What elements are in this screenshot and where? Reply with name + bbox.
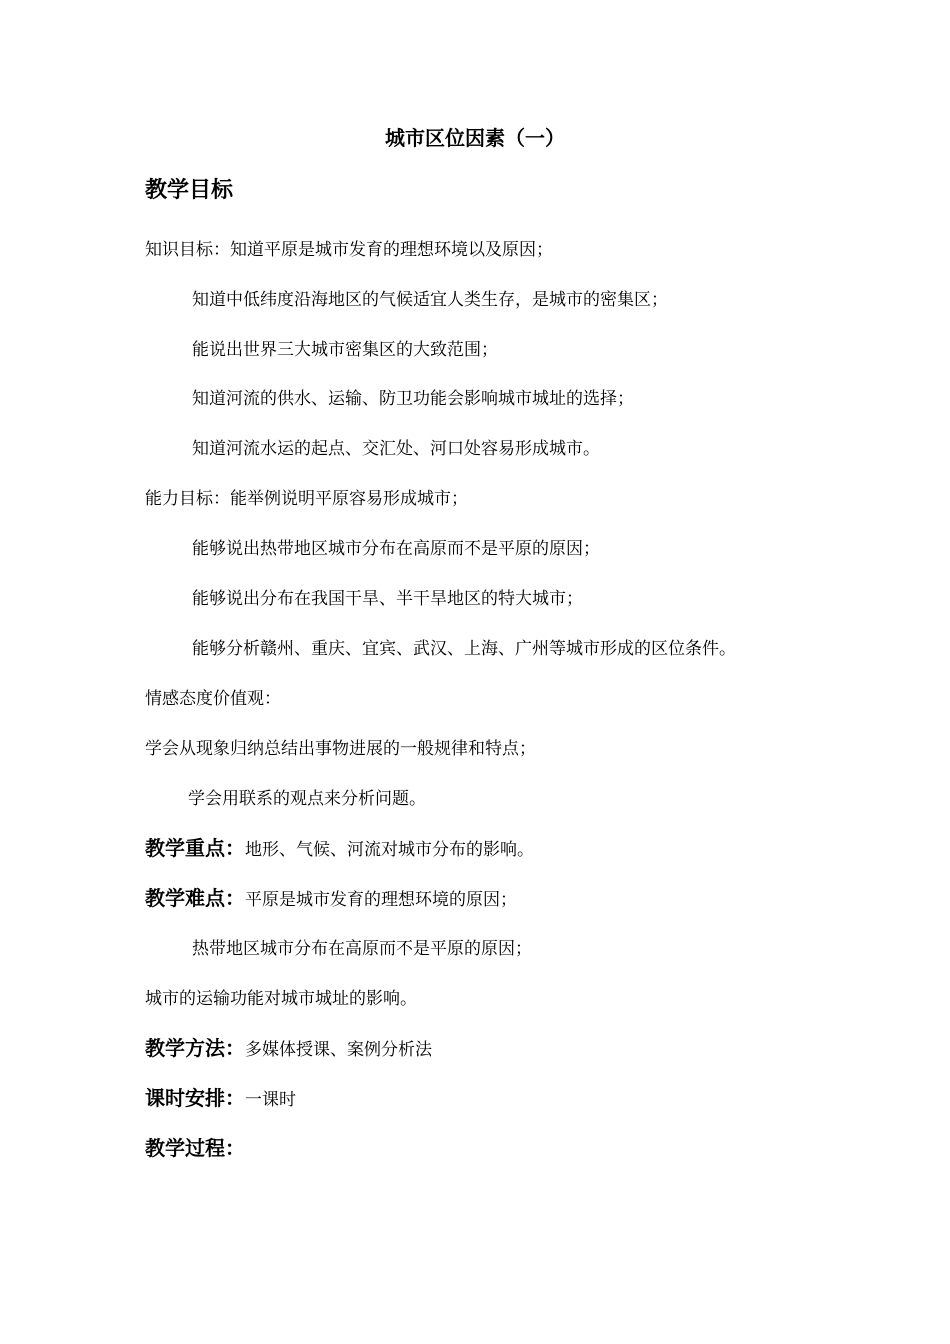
- difficult-points-label: 教学难点：: [145, 886, 245, 910]
- method-text: 多媒体授课、案例分析法: [245, 1040, 432, 1060]
- process-label: 教学过程：: [145, 1136, 245, 1160]
- difficult-points-item: 城市的运输功能对城市城址的影响。: [145, 989, 417, 1009]
- knowledge-goal-item: 知道河流水运的起点、交汇处、河口处容易形成城市。: [192, 439, 600, 459]
- key-points-line: [145, 835, 534, 863]
- attitude-goal-item: 学会从现象归纳总结出事物进展的一般规律和特点；: [145, 739, 536, 759]
- process-line: [145, 1135, 245, 1163]
- ability-goal-item: 能举例说明平原容易形成城市；: [230, 489, 468, 509]
- key-points-text: 地形、气候、河流对城市分布的影响。: [245, 840, 534, 860]
- ability-goal-label: 能力目标：: [145, 489, 230, 509]
- knowledge-goal-item: 能说出世界三大城市密集区的大致范围；: [192, 340, 498, 360]
- schedule-line: [145, 1085, 296, 1113]
- key-points-label: 教学重点：: [145, 836, 245, 860]
- schedule-label: 课时安排：: [145, 1086, 245, 1110]
- schedule-text: 一课时: [245, 1090, 296, 1110]
- difficult-points-line: [145, 885, 517, 913]
- knowledge-goal-item: 知道河流的供水、运输、防卫功能会影响城市城址的选择；: [192, 389, 634, 409]
- difficult-points-item: 平原是城市发育的理想环境的原因；: [245, 890, 517, 910]
- ability-goal-item: 能够说出热带地区城市分布在高原而不是平原的原因；: [192, 539, 600, 559]
- attitude-goal-label: 情感态度价值观：: [145, 689, 281, 709]
- knowledge-goal-item: 知道中低纬度沿海地区的气候适宜人类生存，是城市的密集区；: [192, 290, 668, 310]
- knowledge-goal-line-1: [145, 239, 553, 261]
- document-title: 城市区位因素（一）: [385, 126, 565, 150]
- method-label: 教学方法：: [145, 1036, 245, 1060]
- ability-goal-item: 能够分析赣州、重庆、宜宾、武汉、上海、广州等城市形成的区位条件。: [192, 639, 736, 659]
- attitude-goal-item: 学会用联系的观点来分析问题。: [188, 789, 426, 809]
- method-line: [145, 1035, 432, 1063]
- difficult-points-item: 热带地区城市分布在高原而不是平原的原因；: [192, 939, 532, 959]
- knowledge-goal-item: 知道平原是城市发育的理想环境以及原因；: [230, 240, 553, 260]
- ability-goal-line-1: [145, 488, 468, 510]
- ability-goal-item: 能够说出分布在我国干旱、半干旱地区的特大城市；: [192, 589, 583, 609]
- section-heading-teaching-goals: 教学目标: [145, 177, 234, 203]
- knowledge-goal-label: 知识目标：: [145, 240, 230, 260]
